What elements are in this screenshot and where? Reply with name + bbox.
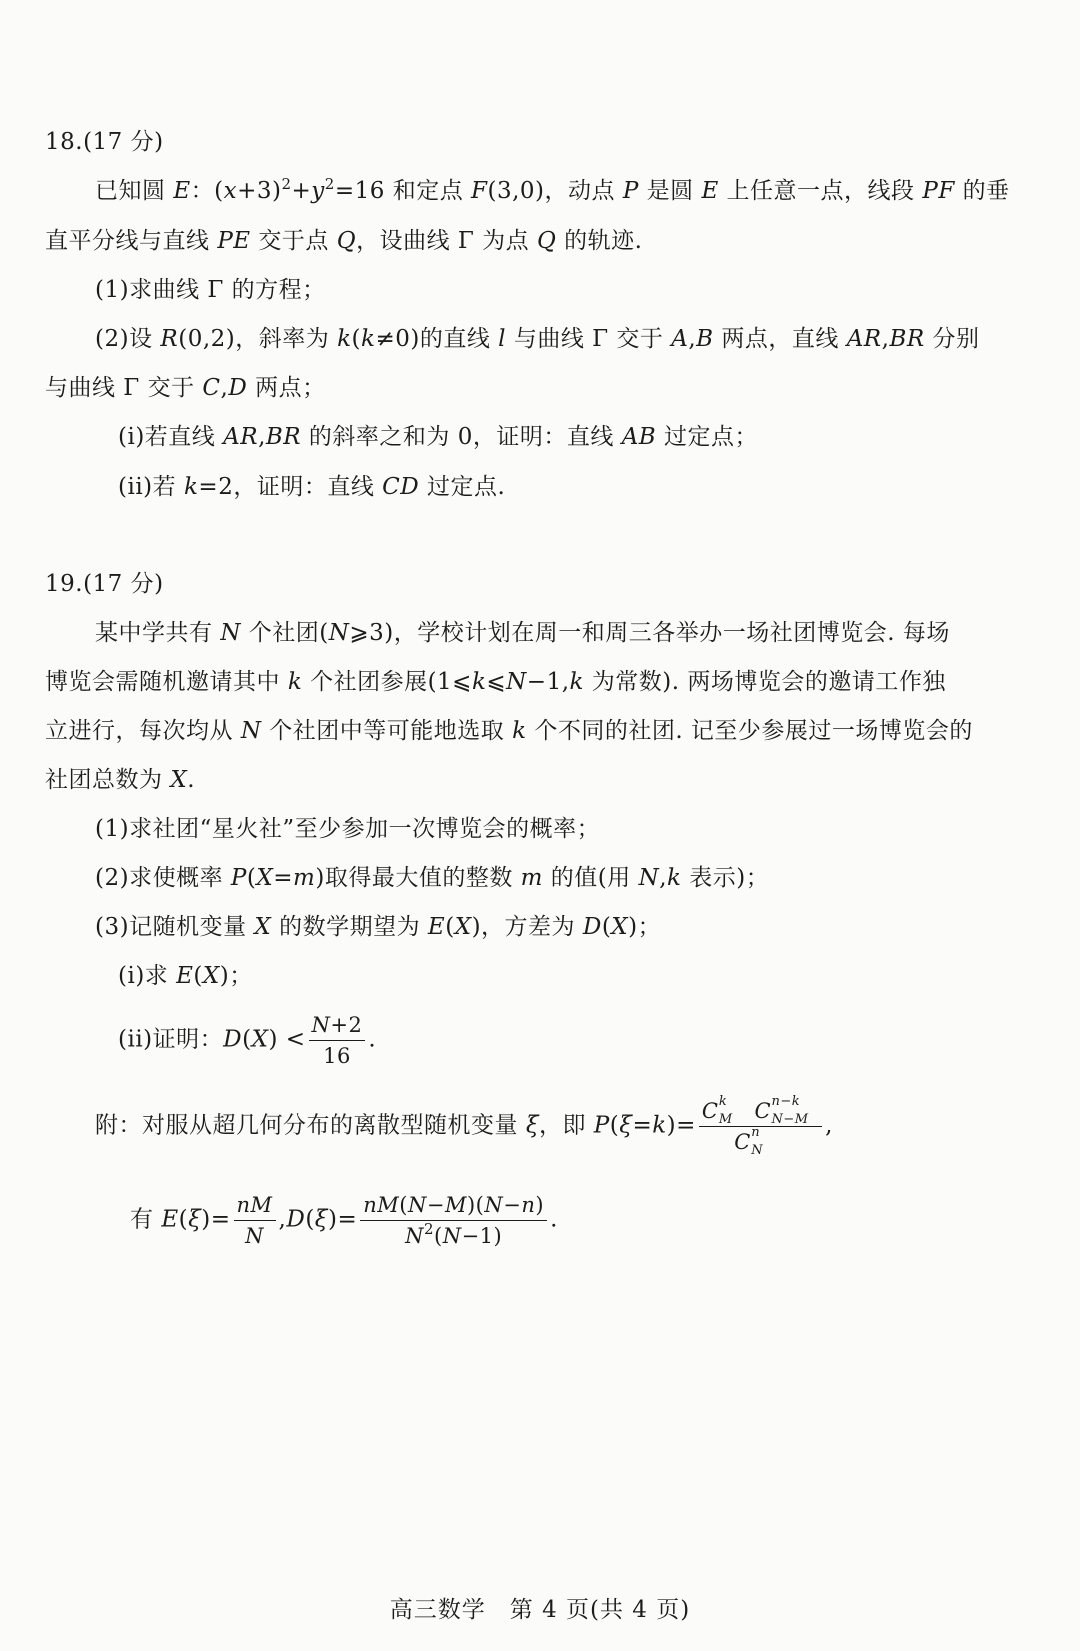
q19-line-4: 社团总数为 X. bbox=[45, 767, 195, 793]
q18-sub-i: (i)若直线 AR,BR 的斜率之和为 0，证明：直线 AB 过定点； bbox=[118, 424, 759, 450]
q19-sub-ii: (ii)证明：D(X) < $\frac{N+2}{16}$ . bbox=[118, 1013, 377, 1068]
q19-line-2: 博览会需随机邀请其中 k 个社团参展(1⩽k⩽N−1,k 为常数). 两场博览会的邀请工作独 bbox=[45, 669, 946, 695]
q18-number: 18. bbox=[45, 129, 84, 155]
q19-sub-i: (i)求 E(X)； bbox=[118, 963, 253, 989]
variance-fraction: $\frac{nM(N-M)(N-n)}{N^2(N-1)}$ bbox=[360, 1192, 547, 1249]
q18-score: (17 分) bbox=[83, 129, 164, 155]
q19-header bbox=[45, 568, 164, 600]
q19-line-1: 某中学共有 N 个社团(N⩾3)，学校计划在周一和周三各举办一场社团博览会. 每场 bbox=[95, 620, 950, 646]
expectation-fraction: $\frac{nM}{N}$ bbox=[234, 1192, 276, 1249]
q19-appendix-line-2: 有 E(ξ)= $\frac{nM}{N}$ ,D(ξ)= $\frac{nM(N-M)(N-n)}{N^2(N-1)}$ . bbox=[130, 1193, 558, 1248]
q19-part-3: (3)记随机变量 X 的数学期望为 E(X)，方差为 D(X)； bbox=[95, 914, 662, 940]
q19-line-3: 立进行，每次均从 N 个社团中等可能地选取 k 个不同的社团. 记至少参展过一场博览会的 bbox=[45, 718, 973, 744]
q19-part-1: (1)求社团“星火社”至少参加一次博览会的概率； bbox=[95, 816, 601, 842]
q18-line-1: 已知圆 E：$(x+3)^2+y^2=16$ 和定点 F(3,0)，动点 P 是圆 E 上任意一点，线段 PF 的垂 bbox=[95, 175, 1010, 204]
q18-part-2-cont: 与曲线 Γ 交于 C,D 两点； bbox=[45, 375, 326, 401]
q18-header bbox=[45, 126, 164, 158]
q18-line-2: 直平分线与直线 PE 交于点 Q，设曲线 Γ 为点 Q 的轨迹. bbox=[45, 228, 643, 254]
q19-score: (17 分) bbox=[83, 571, 164, 597]
page-footer: 高三数学 第 4 页(共 4 页) bbox=[389, 1597, 691, 1623]
q19-number: 19. bbox=[45, 571, 84, 597]
q18-sub-ii: (ii)若 k=2，证明：直线 CD 过定点. bbox=[118, 474, 506, 500]
q18-part-2: (2)设 R(0,2)，斜率为 k(k≠0)的直线 l 与曲线 Γ 交于 A,B 两点，直线 AR,BR 分别 bbox=[95, 326, 980, 352]
q19-part-2: (2)求使概率 P(X=m)取得最大值的整数 m 的值(用 N,k 表示)； bbox=[95, 865, 770, 891]
q18-part-1: (1)求曲线 Γ 的方程； bbox=[95, 277, 326, 303]
fraction-n-plus-2-over-16: $\frac{N+2}{16}$ bbox=[309, 1012, 366, 1069]
hypergeometric-pmf-fraction: C k M C n−k N−M C n N bbox=[699, 1098, 822, 1155]
q19-appendix-line-1: 附：对服从超几何分布的离散型随机变量 ξ，即 P(ξ=k)= C k M C n−k N−M C n N , bbox=[95, 1094, 833, 1158]
